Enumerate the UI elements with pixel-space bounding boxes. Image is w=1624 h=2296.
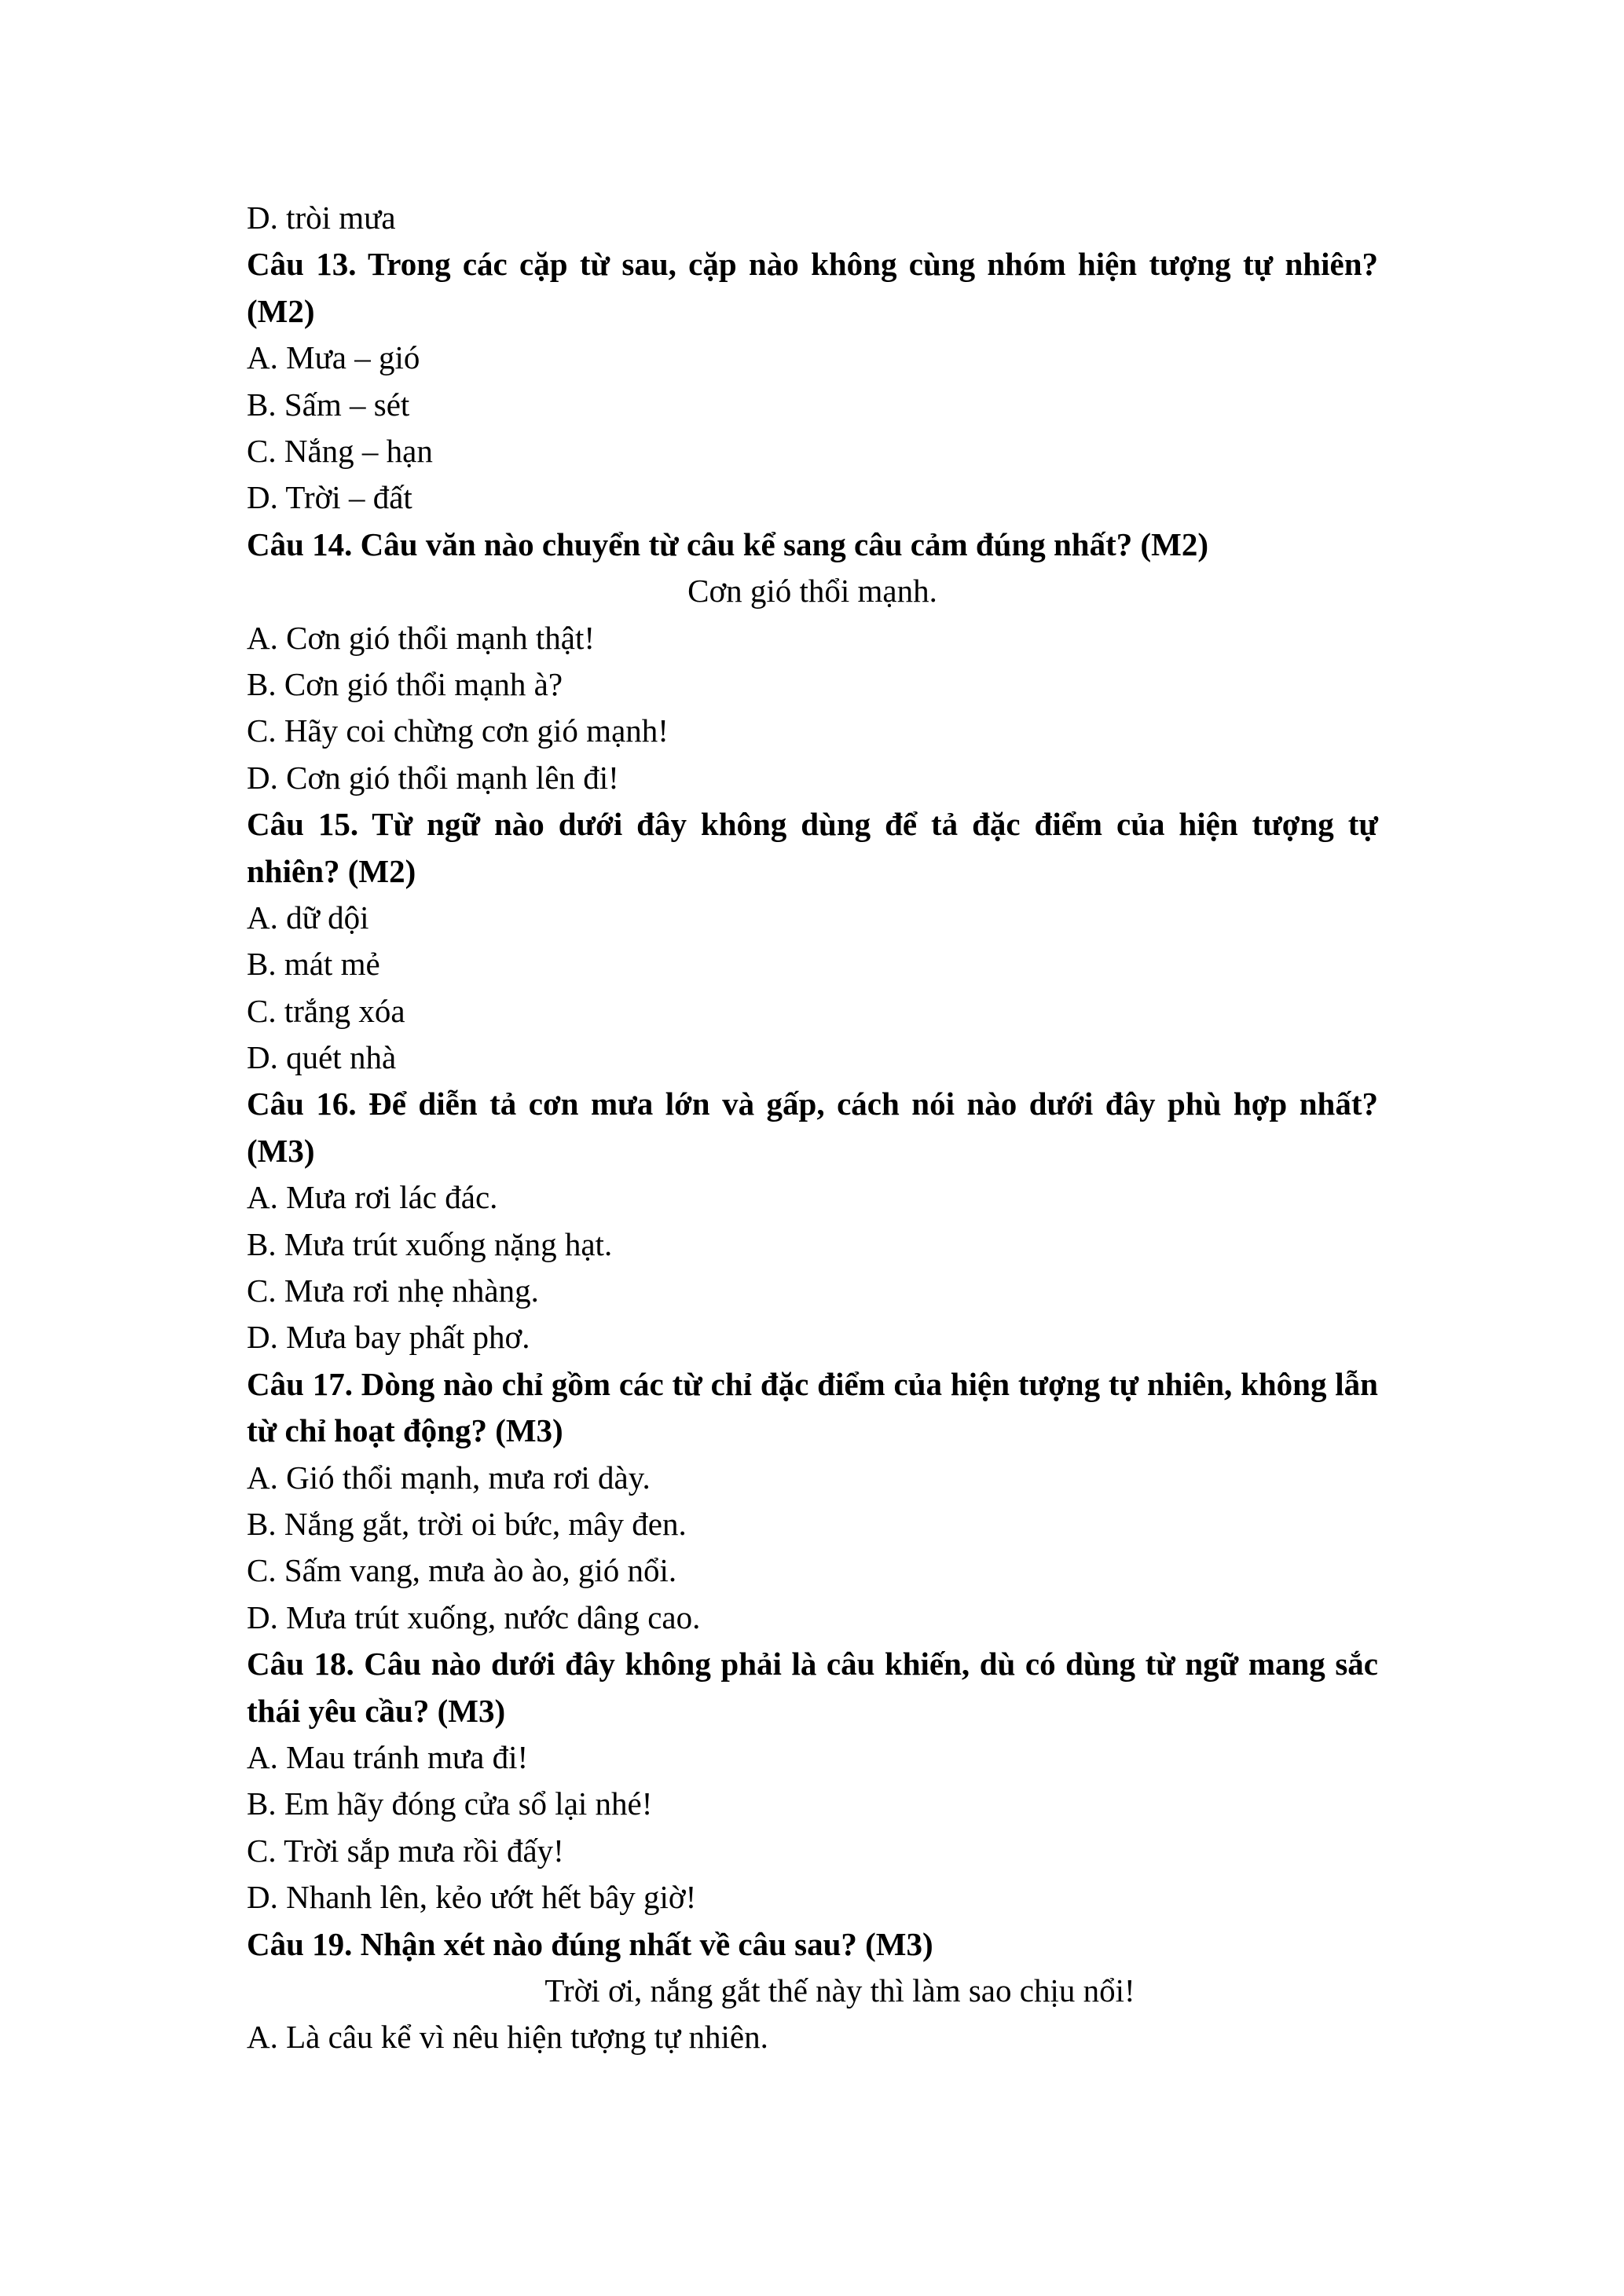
question-18-title: Câu 18. Câu nào dưới đây không phải là câu khiến, dù có dùng từ ngữ mang sắc thái yêu cầu? (M3) [247, 1646, 1378, 1729]
option-text: A. Mưa – gió [247, 339, 420, 376]
question-16-title: Câu 16. Để diễn tả cơn mưa lớn và gấp, cách nói nào dưới đây phù hợp nhất? (M3) [247, 1086, 1378, 1169]
option-text: D. quét nhà [247, 1039, 397, 1076]
option-text: A. dữ dội [247, 899, 369, 936]
option-text: C. trắng xóa [247, 992, 405, 1029]
option-text: D. tròi mưa [247, 200, 396, 236]
option-text: D. Trời – đất [247, 479, 412, 516]
question-14-title: Câu 14. Câu văn nào chuyển từ câu kể sang câu cảm đúng nhất? (M2) [247, 525, 1209, 562]
quoted-sentence: Trời ơi, nắng gắt thế này thì làm sao chịu nổi! [544, 1972, 1135, 2009]
option-text: B. mát mẻ [247, 946, 380, 983]
option-text: D. Mưa bay phất phơ. [247, 1319, 530, 1356]
question-13-title: Câu 13. Trong các cặp từ sau, cặp nào không cùng nhóm hiện tượng tự nhiên? (M2) [247, 246, 1378, 329]
question-15-title: Câu 15. Từ ngữ nào dưới đây không dùng để tả đặc điểm của hiện tượng tự nhiên? (M2) [247, 806, 1378, 889]
option-text: C. Nắng – hạn [247, 432, 433, 469]
question-17-title: Câu 17. Dòng nào chỉ gồm các từ chỉ đặc điểm của hiện tượng tự nhiên, không lẫn từ chỉ hoạt động? (M3) [247, 1365, 1378, 1449]
option-text: A. Là câu kể vì nêu hiện tượng tự nhiên. [247, 2019, 768, 2056]
option-text: C. Sấm vang, mưa ào ào, gió nổi. [247, 1552, 677, 1589]
option-text: A. Mau tránh mưa đi! [247, 1738, 529, 1775]
option-text: B. Nắng gắt, trời oi bức, mây đen. [247, 1506, 687, 1542]
question-19-title: Câu 19. Nhận xét nào đúng nhất về câu sau? (M3) [247, 1925, 933, 1962]
option-text: B. Cơn gió thổi mạnh à? [247, 665, 563, 702]
option-text: A. Gió thổi mạnh, mưa rơi dày. [247, 1459, 651, 1496]
option-text: B. Sấm – sét [247, 386, 410, 423]
option-text: D. Nhanh lên, kẻo ướt hết bây giờ! [247, 1879, 697, 1916]
document-body [247, 195, 1378, 2061]
quoted-sentence: Cơn gió thổi mạnh. [687, 573, 937, 610]
option-text: C. Mưa rơi nhẹ nhàng. [247, 1273, 539, 1309]
option-text: B. Mưa trút xuống nặng hạt. [247, 1225, 613, 1262]
option-text: D. Cơn gió thổi mạnh lên đi! [247, 759, 619, 796]
option-text: C. Hãy coi chừng cơn gió mạnh! [247, 712, 669, 749]
option-text: A. Cơn gió thổi mạnh thật! [247, 619, 596, 656]
option-text: A. Mưa rơi lác đác. [247, 1179, 498, 1216]
option-text: B. Em hãy đóng cửa sổ lại nhé! [247, 1785, 653, 1822]
option-text: C. Trời sắp mưa rồi đấy! [247, 1832, 564, 1869]
option-text: D. Mưa trút xuống, nước dâng cao. [247, 1598, 701, 1635]
